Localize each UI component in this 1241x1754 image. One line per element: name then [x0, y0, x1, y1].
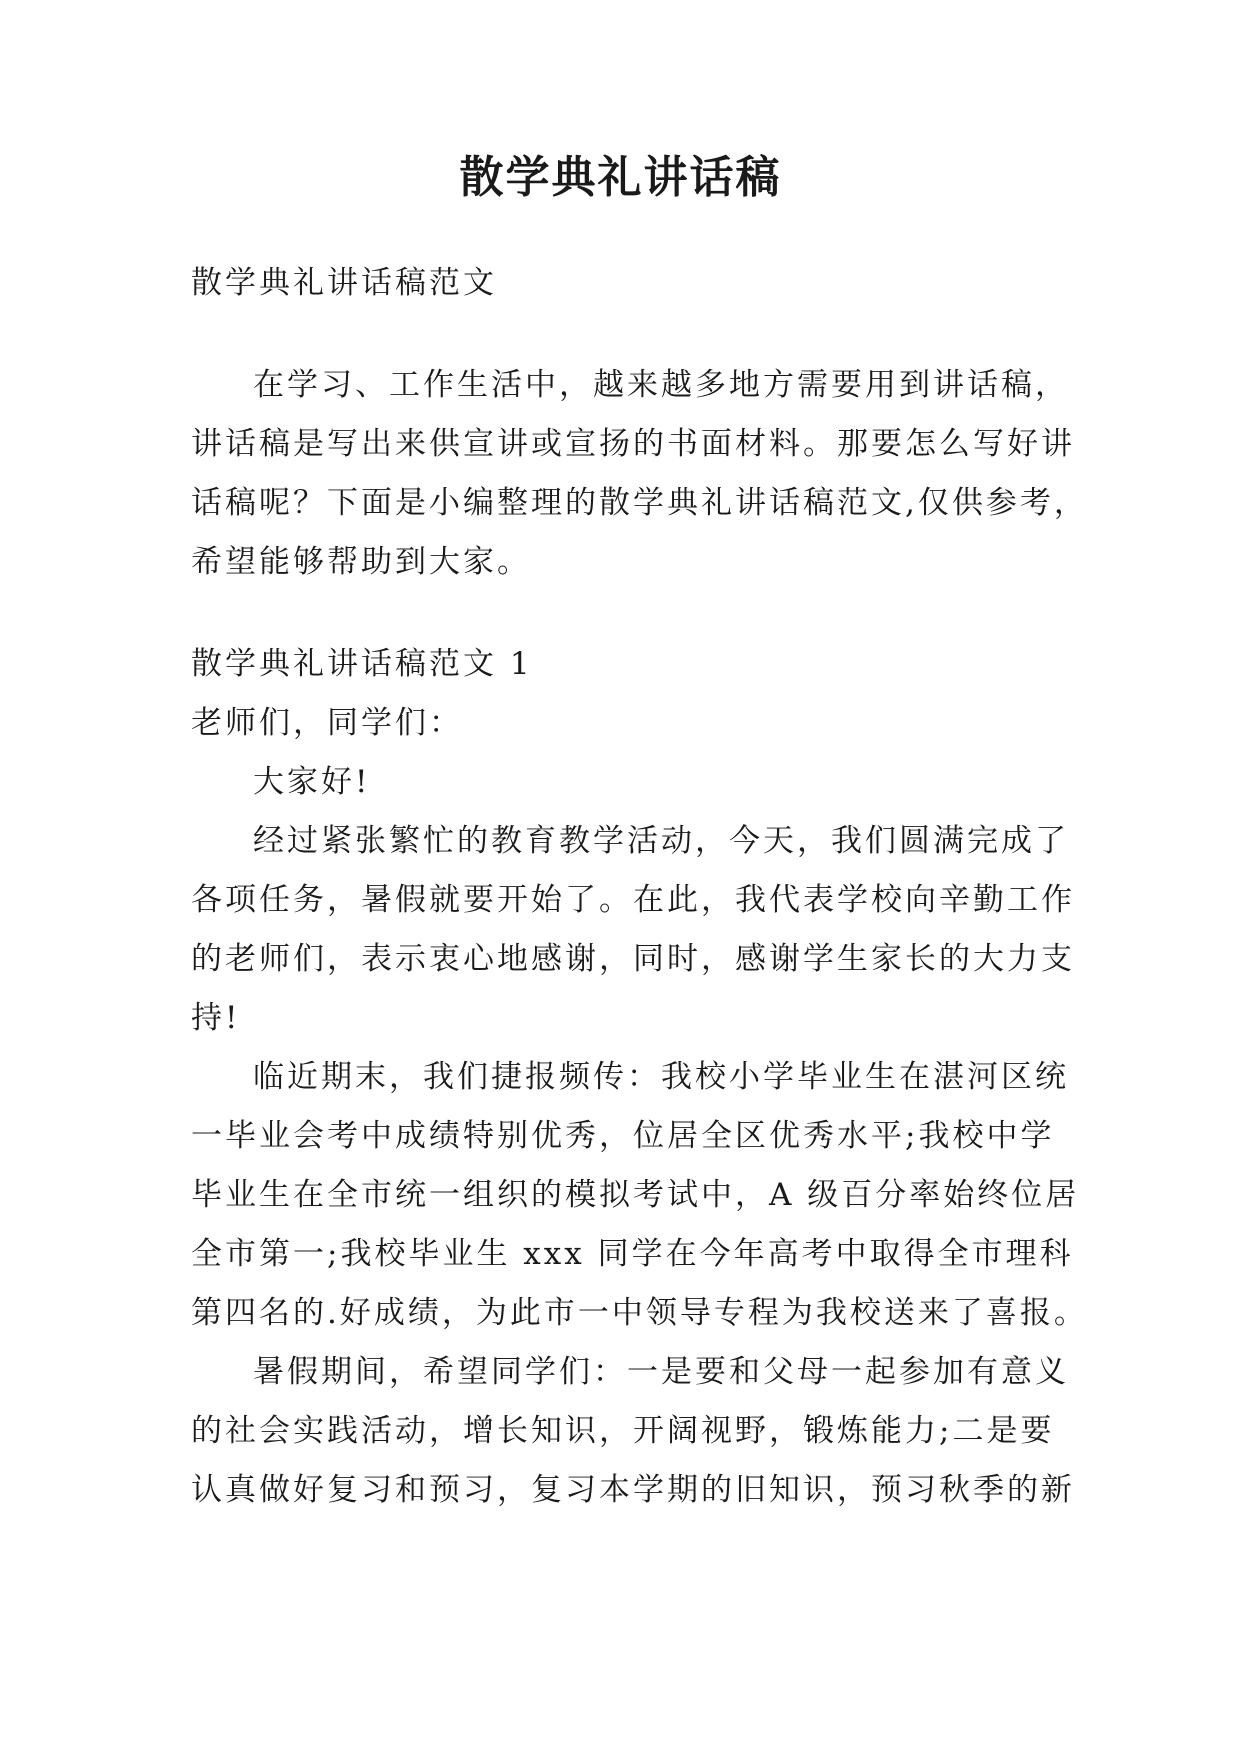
greeting: 大家好! [253, 764, 371, 800]
intro-line: 话稿呢？下面是小编整理的散学典礼讲话稿范文,仅供参考， [191, 485, 1088, 521]
section-heading: 散学典礼讲话稿范文 1 [191, 646, 533, 682]
paragraph-line: 第四名的.好成绩，为此市一中领导专程为我校送来了喜报。 [191, 1295, 1088, 1331]
intro-line: 讲话稿是写出来供宣讲或宣扬的书面材料。那要怎么写好讲 [191, 426, 1075, 462]
paragraph-line: 暑假期间，希望同学们：一是要和父母一起参加有意义 [253, 1354, 1069, 1390]
paragraph-line: 一毕业会考中成绩特别优秀，位居全区优秀水平;我校中学 [191, 1118, 1055, 1154]
document-title: 散学典礼讲话稿 [459, 152, 782, 203]
paragraph-line: 各项任务，暑假就要开始了。在此，我代表学校向辛勤工作 [191, 882, 1075, 918]
paragraph-line: 持! [191, 1000, 241, 1036]
paragraph-line: 临近期末，我们捷报频传：我校小学毕业生在湛河区统 [253, 1059, 1069, 1095]
paragraph-line: 毕业生在全市统一组织的模拟考试中，A 级百分率始终位居 [191, 1177, 1080, 1213]
intro-line: 在学习、工作生活中，越来越多地方需要用到讲话稿， [253, 367, 1069, 403]
intro-line: 希望能够帮助到大家。 [191, 544, 531, 580]
paragraph-line: 的老师们，表示衷心地感谢，同时，感谢学生家长的大力支 [191, 941, 1075, 977]
document-subtitle: 散学典礼讲话稿范文 [191, 265, 497, 301]
paragraph-line: 认真做好复习和预习，复习本学期的旧知识，预习秋季的新 [191, 1472, 1075, 1508]
salutation: 老师们，同学们： [191, 705, 463, 741]
paragraph-line: 经过紧张繁忙的教育教学活动，今天，我们圆满完成了 [253, 823, 1069, 859]
paragraph-line: 的社会实践活动，增长知识，开阔视野，锻炼能力;二是要 [191, 1413, 1055, 1449]
paragraph-line: 全市第一;我校毕业生 xxx 同学在今年高考中取得全市理科 [191, 1236, 1074, 1272]
